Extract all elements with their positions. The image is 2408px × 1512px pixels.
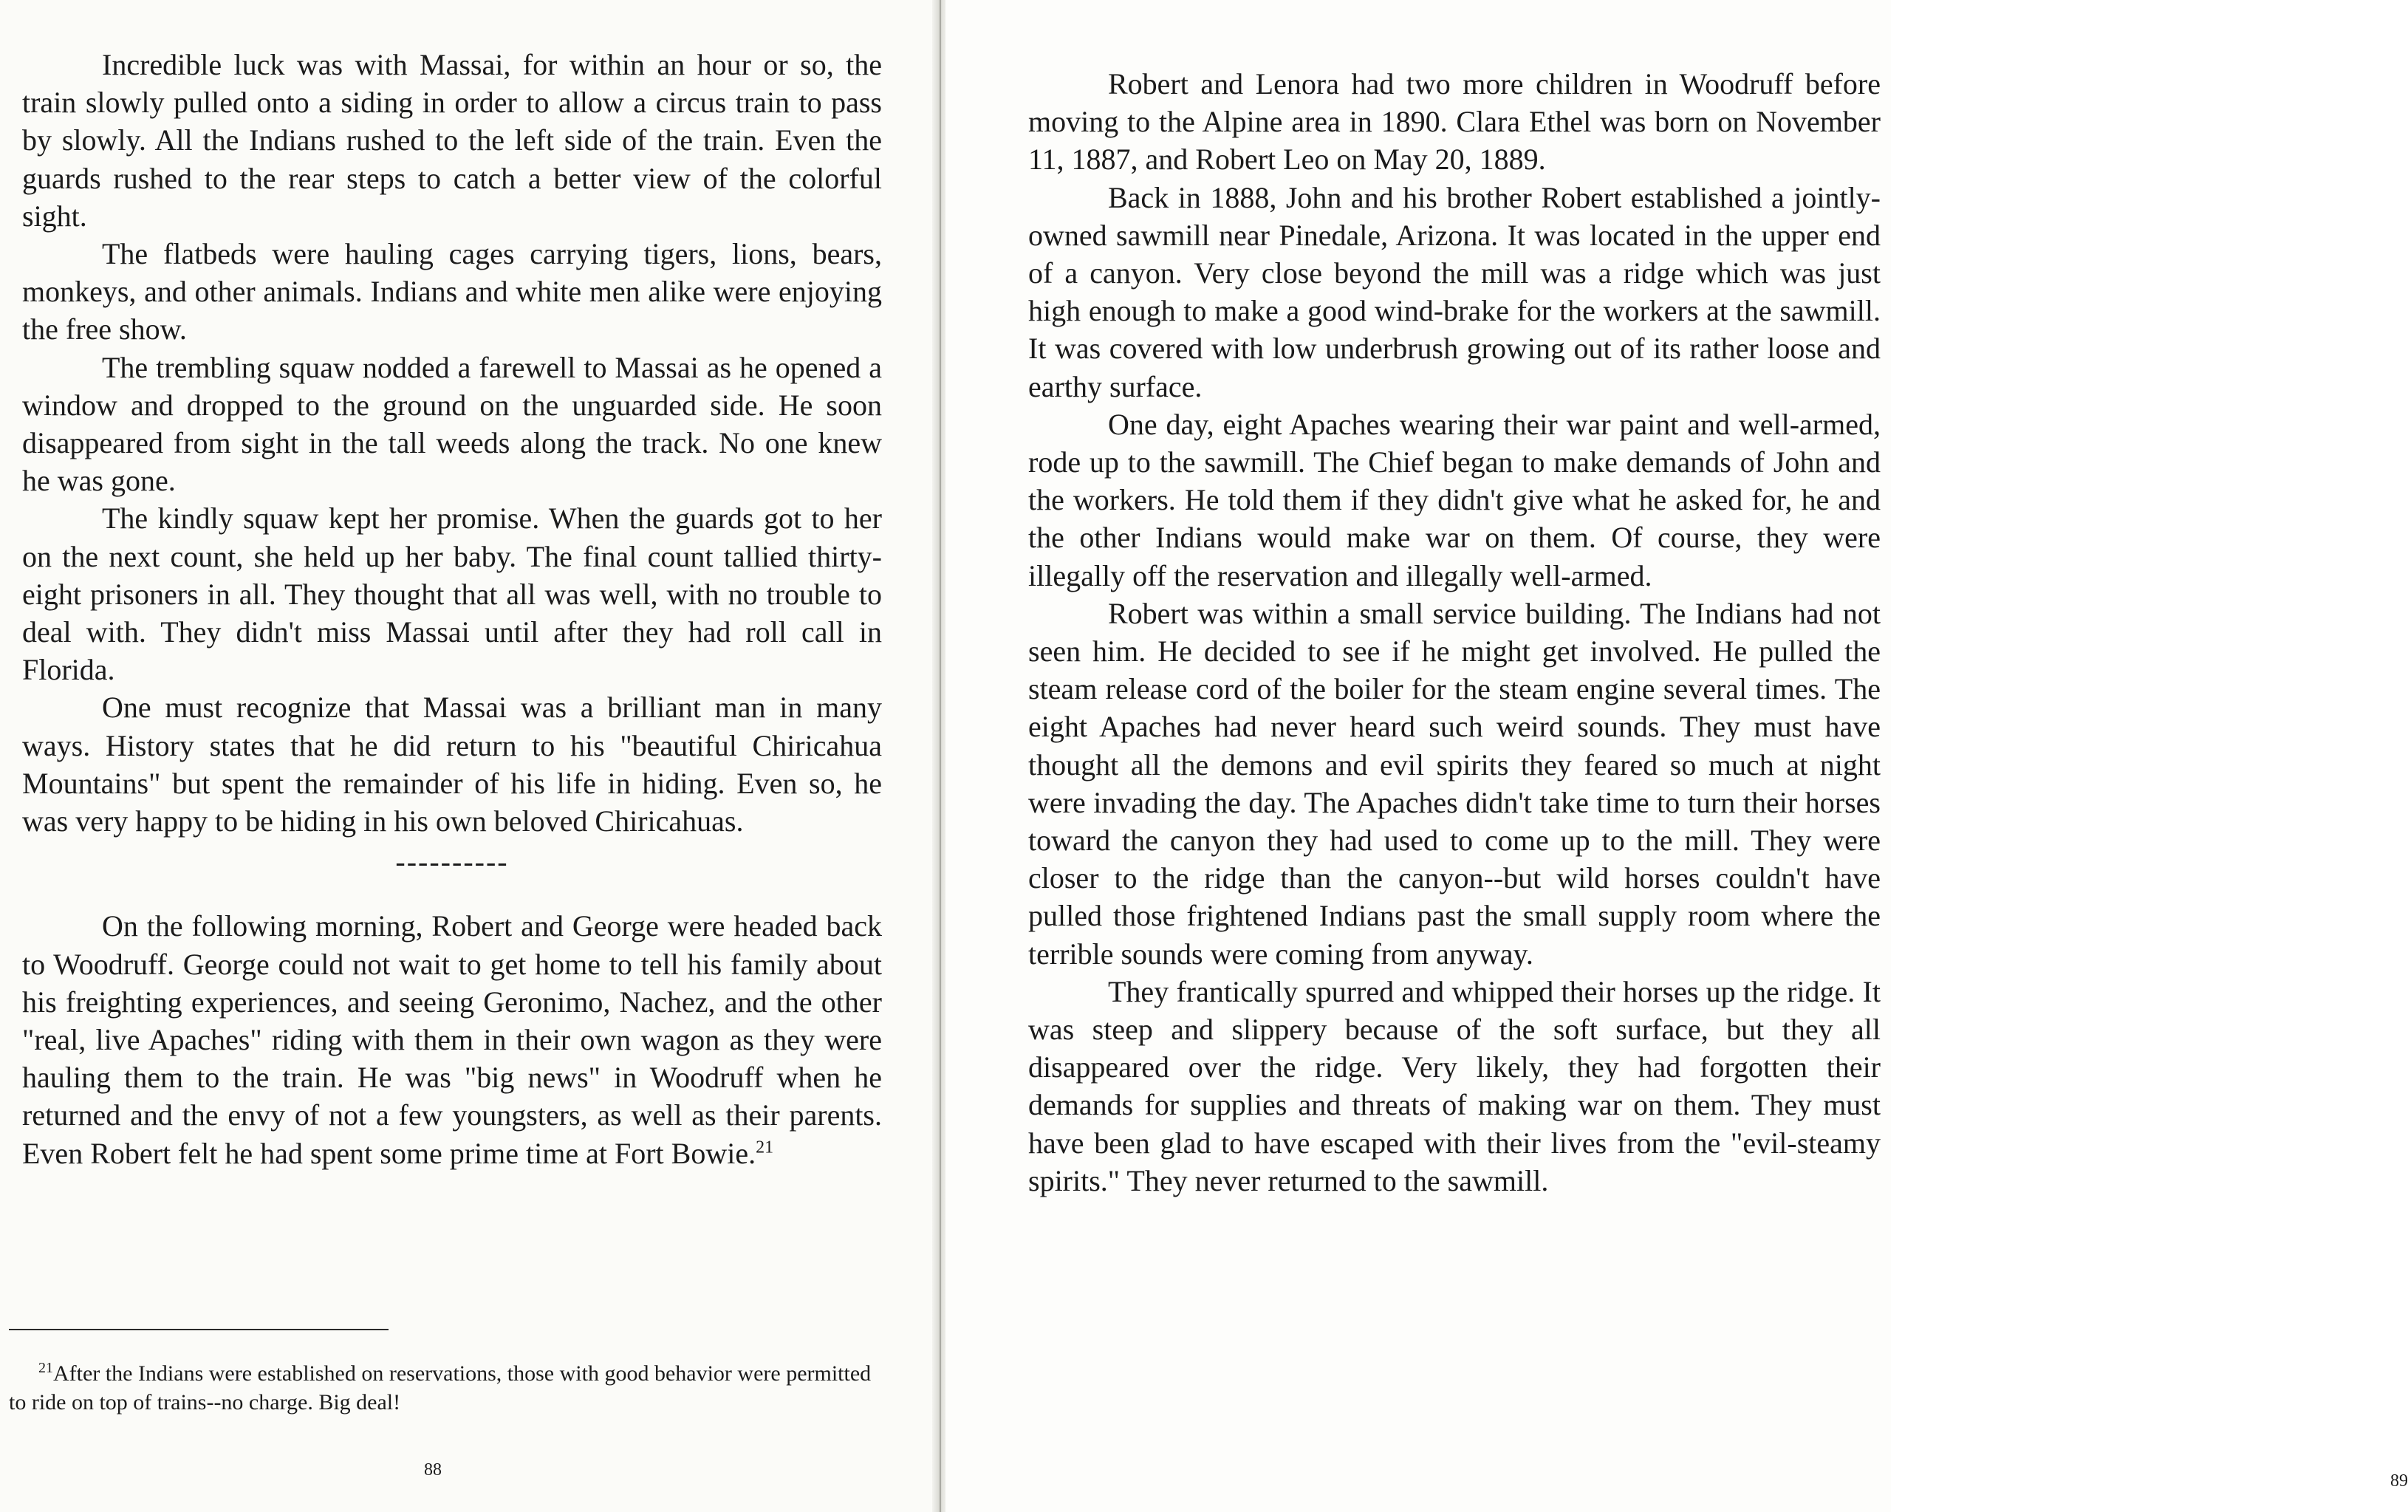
paragraph-text: On the following morning, Robert and George were headed back to Woodruff. George could not wait to get home to tell his family about his freighting experiences, and seeing Geronimo, Nachez, and the other "real, live Apaches" riding with them in their own wagon as they were hauling them to the train. He was "big news" in Woodruff when he returned and the envy of not a few youngsters, as well as their parents. Even Robert felt he had spent some prime time at Fort Bowie. [22, 909, 882, 1170]
section-separator: ---------- [395, 845, 509, 879]
paragraph: Robert was within a small service building. The Indians had not seen him. He decided to see if he might get involved. He pulled the steam release cord of the boiler for the steam engine several times. The eight Apaches had never heard such weird sounds. They must have thought all the demons and evil spirits they feared so much at night were invading the day. The Apaches didn't take time to turn their horses toward the canyon they had used to come up to the mill. They were closer to the ridge than the canyon--but wild horses couldn't have pulled those frightened Indians past the small supply room where the terrible sounds were coming from anyway. [1028, 596, 1881, 971]
paragraph: Robert and Lenora had two more children in Woodruff before moving to the Alpine area in 1890. Clara Ethel was born on November 11, 1887, and Robert Leo on May 20, 1889. [1028, 67, 1881, 177]
right-page-body [1028, 65, 1881, 1200]
paragraph: The flatbeds were hauling cages carrying tigers, lions, bears, monkeys, and other animals. Indians and white men alike were enjoying the free show. [22, 237, 882, 346]
footnote-number: 21 [38, 1360, 53, 1376]
paragraph: The kindly squaw kept her promise. When the guards got to her on the next count, she held up her baby. The final count tallied thirty-eight prisoners in all. They thought that all was well, with no trouble to deal with. They didn't miss Massai until after they had roll call in Florida. [22, 502, 882, 687]
paragraph: One day, eight Apaches wearing their war paint and well-armed, rode up to the sawmill. The Chief began to make demands of John and the workers. He told them if they didn't give what he asked for, he and the other Indians would make war on them. Of course, they were illegally off the reservation and illegally well-armed. [1028, 407, 1881, 592]
footnote-reference: 21 [756, 1138, 774, 1157]
page-number-left: 88 [424, 1460, 442, 1479]
paragraph: The trembling squaw nodded a farewell to Massai as he opened a window and dropped to the ground on the unguarded side. He soon disappeared from sight in the tall weeds along the track. No one knew he was gone. [22, 350, 882, 498]
footnote-rule [9, 1329, 389, 1330]
paragraph-with-footnote [22, 907, 882, 1171]
footnote-text: After the Indians were established on reservations, those with good behavior were permitted to ride on top of trains--no charge. Big deal! [9, 1361, 872, 1414]
paragraph: They frantically spurred and whipped their horses up the ridge. It was steep and slippery because of the soft surface, but they all disappeared over the ridge. Very likely, they had forgotten their demands for supplies and threats of making war on them. They must have been glad to have escaped with their lives from the "evil-steamy spirits." They never returned to the sawmill. [1028, 974, 1881, 1197]
paragraph: Incredible luck was with Massai, for within an hour or so, the train slowly pulled onto a siding in order to allow a circus train to pass by slowly. All the Indians rushed to the left side of the train. Even the guards rushed to the rear steps to catch a better view of the colorful sight. [22, 48, 882, 233]
paragraph: Back in 1888, John and his brother Robert established a jointly-owned sawmill near Pinedale, Arizona. It was located in the upper end of a canyon. Very close beyond the mill was a ridge which was just high enough to make a good wind-brake for the workers at the sawmill. It was covered with low underbrush growing out of its rather loose and earthy surface. [1028, 180, 1881, 403]
page-number-right: 89 [2390, 1471, 2408, 1491]
left-page-body [22, 46, 882, 1172]
left-page [0, 0, 937, 1512]
footnote [9, 1359, 880, 1417]
paragraph: One must recognize that Massai was a brilliant man in many ways. History states that he did return to his "beautiful Chiricahua Mountains" but spent the remainder of his life in hiding. Even so, he was very happy to be hiding in his own beloved Chiricahuas. [22, 691, 882, 838]
gutter-fold [940, 0, 941, 1512]
